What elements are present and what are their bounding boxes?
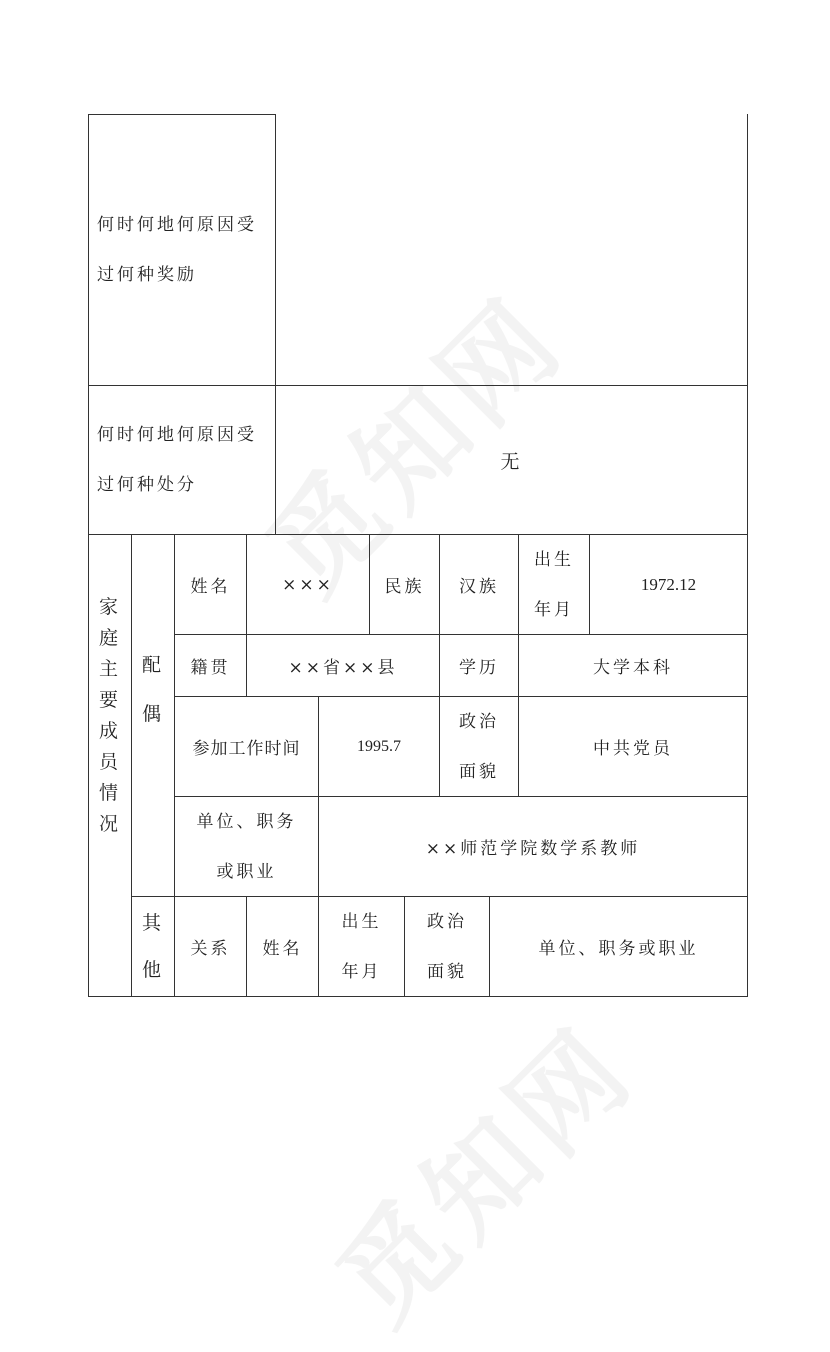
spouse-ethnicity-value[interactable]: 汉族 <box>459 577 499 597</box>
rewards-label: 何时何地何原因受 过何种奖励 <box>97 215 257 285</box>
others-political-header: 政治 面貌 <box>427 911 467 982</box>
spouse-ethnicity-label: 民族 <box>384 577 425 597</box>
rewards-value[interactable] <box>276 115 747 385</box>
others-birth-header: 出生 年月 <box>341 911 382 982</box>
others-label: 其 他 <box>141 911 164 981</box>
spouse-label: 配 偶 <box>141 654 164 725</box>
punishment-label: 何时何地何原因受 过何种处分 <box>97 425 257 495</box>
others-relation-header: 关系 <box>190 939 231 959</box>
spouse-origin-value[interactable]: ××省××县 <box>288 658 398 678</box>
punishment-value[interactable]: 无 <box>500 450 523 473</box>
spouse-education-value[interactable]: 大学本科 <box>593 658 673 678</box>
others-name-header: 姓名 <box>262 939 303 959</box>
family-title: 家 庭 主 要 成 员 情 况 <box>98 596 121 835</box>
spouse-work-start-label: 参加工作时间 <box>192 739 301 759</box>
spouse-origin-label: 籍贯 <box>190 658 231 678</box>
spouse-education-label: 学历 <box>459 658 499 678</box>
watermark-bottom <box>297 986 663 1352</box>
spouse-name-value[interactable]: ××× <box>282 574 334 595</box>
spouse-political-value[interactable]: 中共党员 <box>593 739 673 759</box>
spouse-political-label: 政治 面貌 <box>459 711 499 782</box>
spouse-employer-value[interactable]: ××师范学院数学系教师 <box>425 839 641 859</box>
spouse-name-label: 姓名 <box>190 577 231 597</box>
spouse-work-start-value[interactable]: 1995.7 <box>357 737 401 755</box>
spouse-birth-label: 出生 年月 <box>534 549 574 620</box>
spouse-birth-value[interactable]: 1972.12 <box>640 574 697 594</box>
spouse-employer-label: 单位、职务 或职业 <box>196 811 297 882</box>
others-employer-header: 单位、职务或职业 <box>538 939 699 959</box>
